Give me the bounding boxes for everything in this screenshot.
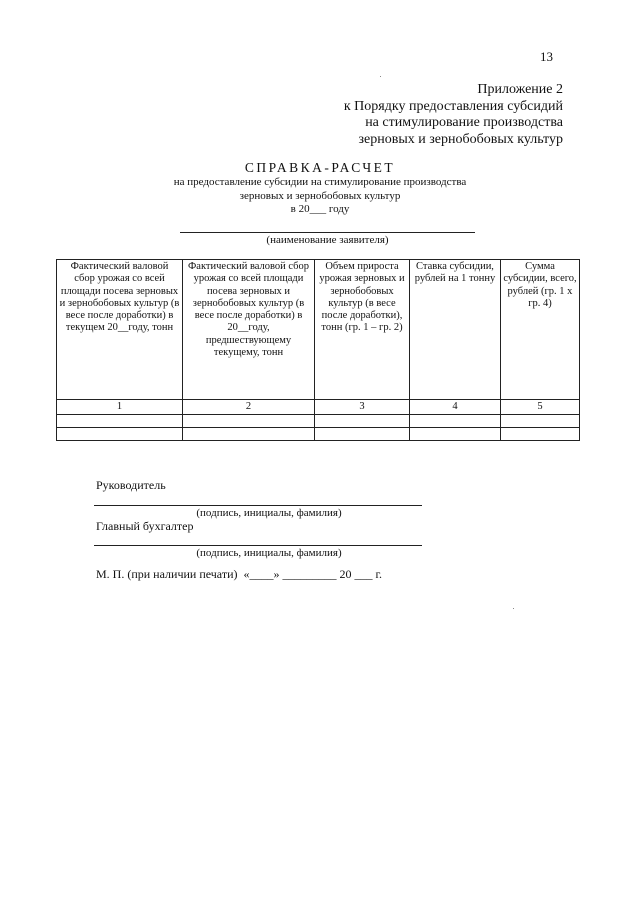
table-cell — [410, 415, 501, 428]
stamp-date-line: М. П. (при наличии печати) «____» _________ 20 ___ г. — [96, 567, 383, 581]
subtitle-line: на предоставление субсидии на стимулирование производства — [173, 176, 467, 188]
accountant-signature-caption: (подпись, инициалы, фамилия) — [196, 547, 342, 559]
column-number: 5 — [501, 400, 580, 415]
head-label: Руководитель — [96, 478, 166, 492]
scan-speck — [513, 608, 514, 609]
column-number: 4 — [410, 400, 501, 415]
document-title: СПРАВКА-РАСЧЕТ — [244, 160, 396, 175]
table-cell — [57, 415, 183, 428]
column-number: 2 — [183, 400, 315, 415]
table-cell — [315, 415, 410, 428]
applicant-name-line — [180, 232, 475, 233]
header-cell: Фактический валовой сбор урожая со всей площади посева зерновых и зернобобовых культур (в весе после доработки) в 20__году, предшествующему текущему, тонн — [183, 260, 315, 400]
page-number: 13 — [540, 49, 553, 64]
column-number: 3 — [315, 400, 410, 415]
accountant-label: Главный бухгалтер — [96, 519, 194, 533]
column-number: 1 — [57, 400, 183, 415]
head-signature-caption: (подпись, инициалы, фамилия) — [196, 507, 342, 519]
applicant-caption: (наименование заявителя) — [266, 234, 389, 246]
table-cell — [57, 428, 183, 441]
appendix-header — [263, 82, 563, 148]
table-header-row — [57, 260, 580, 400]
appendix-line: Приложение 2 — [477, 82, 563, 97]
header-cell: Сумма субсидии, всего, рублей (гр. 1 х гр. 4) — [501, 260, 580, 400]
table-cell — [315, 428, 410, 441]
table-cell — [501, 428, 580, 441]
table-row — [57, 415, 580, 428]
header-cell: Объем прироста урожая зерновых и зернобобовых культур (в весе после доработки), тонн (гр. 1 – гр. 2) — [315, 260, 410, 400]
header-cell: Ставка субсидии, рублей на 1 тонну — [410, 260, 501, 400]
calculation-table — [56, 259, 580, 441]
scan-speck — [380, 76, 381, 77]
appendix-line: на стимулирование производства — [365, 115, 563, 130]
subtitle-line: зерновых и зернобобовых культур — [239, 189, 401, 202]
table-cell — [183, 428, 315, 441]
head-signature-line — [94, 505, 422, 506]
document-subtitle — [0, 176, 640, 217]
appendix-line: зерновых и зернобобовых культур — [358, 131, 563, 147]
table-number-row — [57, 400, 580, 415]
subtitle-line: в 20___ году — [290, 203, 350, 215]
appendix-line: к Порядку предоставления субсидий — [343, 98, 563, 114]
table-cell — [501, 415, 580, 428]
table-row — [57, 428, 580, 441]
accountant-signature-line — [94, 545, 422, 546]
table-cell — [183, 415, 315, 428]
table-cell — [410, 428, 501, 441]
header-cell: Фактический валовой сбор урожая со всей площади посева зерновых и зернобобовых культур (в весе после доработки) в текущем 20__году, тонн — [57, 260, 183, 400]
